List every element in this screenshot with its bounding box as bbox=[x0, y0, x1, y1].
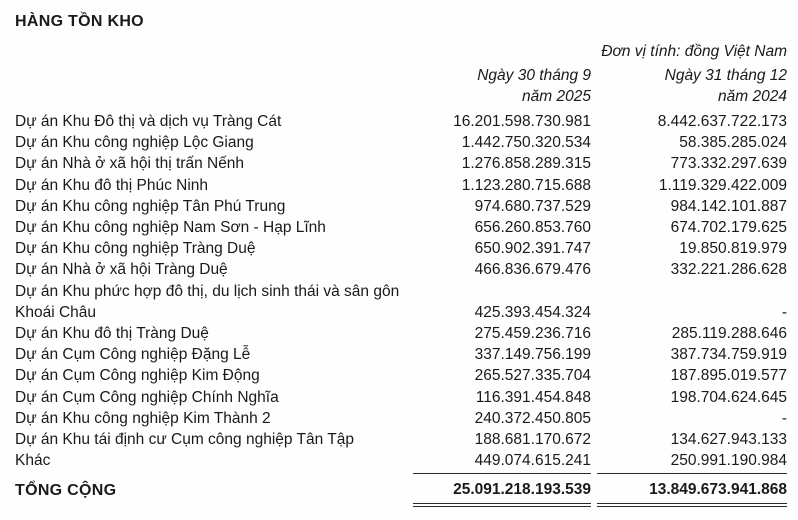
table-row bbox=[15, 344, 787, 365]
row-value-2025: 650.902.391.747 bbox=[474, 240, 591, 258]
column-header-2025-line2: năm 2025 bbox=[522, 87, 591, 105]
row-label: Dự án Nhà ở xã hội Tràng Duệ bbox=[15, 261, 228, 279]
row-label: Dự án Khu Đô thị và dịch vụ Tràng Cát bbox=[15, 113, 282, 130]
row-label: Khác bbox=[15, 452, 51, 470]
row-value-2025: 425.393.454.324 bbox=[474, 303, 591, 321]
row-label: Dự án Khu công nghiệp Nam Sơn - Hạp Lĩnh bbox=[15, 219, 326, 237]
table-row bbox=[15, 387, 787, 408]
row-value-2024: 773.332.297.639 bbox=[670, 155, 787, 173]
column-header-2025-line1: Ngày 30 tháng 9 bbox=[477, 67, 591, 84]
row-value-2025: 337.149.756.199 bbox=[474, 346, 591, 364]
total-value-2025: 25.091.218.193.539 bbox=[413, 473, 591, 507]
row-value-2025: 466.836.679.476 bbox=[474, 261, 591, 279]
row-value-2024: 198.704.624.645 bbox=[670, 388, 787, 406]
table-row bbox=[15, 111, 787, 132]
row-value-2024: 285.119.288.646 bbox=[671, 325, 787, 343]
row-value-2025: 656.260.853.760 bbox=[474, 219, 591, 237]
total-value-2024: 13.849.673.941.868 bbox=[597, 473, 787, 507]
column-headers bbox=[15, 66, 787, 107]
table-row bbox=[15, 238, 787, 259]
row-value-2024: 134.627.943.133 bbox=[670, 431, 787, 449]
table-row bbox=[15, 365, 787, 386]
row-value-2024: 19.850.819.979 bbox=[679, 240, 787, 258]
row-value-2024: 387.734.759.919 bbox=[670, 346, 787, 364]
row-label: Dự án Khu tái định cư Cụm công nghiệp Tân Tập bbox=[15, 431, 354, 449]
row-label: Dự án Khu công nghiệp Tân Phú Trung bbox=[15, 197, 286, 215]
column-header-2024 bbox=[597, 66, 787, 107]
table-row bbox=[15, 196, 787, 217]
table-row bbox=[15, 450, 787, 471]
row-value-2024: 1.119.329.422.009 bbox=[658, 176, 787, 194]
column-headers-spacer bbox=[15, 66, 407, 107]
row-label: Dự án Khu phức hợp đô thị, du lịch sinh thái và sân gôn Khoái Châu bbox=[15, 282, 400, 321]
table-row bbox=[15, 175, 787, 196]
row-label: Dự án Khu công nghiệp Kim Thành 2 bbox=[15, 409, 271, 427]
row-label: Dự án Cụm Công nghiệp Kim Động bbox=[15, 367, 260, 385]
column-header-2024-line1: Ngày 31 tháng 12 bbox=[664, 67, 787, 84]
row-value-2025: 1.123.280.715.688 bbox=[461, 176, 591, 194]
column-header-2025 bbox=[413, 66, 591, 107]
row-label: Dự án Cụm Công nghiệp Chính Nghĩa bbox=[15, 388, 279, 406]
row-value-2025: 449.074.615.241 bbox=[474, 452, 591, 470]
row-value-2025: 275.459.236.716 bbox=[474, 325, 591, 343]
table-row bbox=[15, 132, 787, 153]
table-body bbox=[15, 111, 787, 471]
row-value-2025: 240.372.450.805 bbox=[474, 409, 591, 427]
table-row bbox=[15, 153, 787, 174]
row-value-2024: 250.991.190.984 bbox=[670, 452, 787, 470]
row-value-2024: 8.442.637.722.173 bbox=[657, 113, 787, 130]
row-value-2025: 16.201.598.730.981 bbox=[453, 113, 591, 130]
row-value-2025: 974.680.737.529 bbox=[474, 197, 591, 215]
row-value-2024: 332.221.286.628 bbox=[670, 261, 787, 279]
table-row bbox=[15, 217, 787, 238]
table-row bbox=[15, 429, 787, 450]
row-value-2024: 984.142.101.887 bbox=[670, 197, 787, 215]
row-label: Dự án Khu công nghiệp Lộc Giang bbox=[15, 134, 254, 152]
row-value-2025: 188.681.170.672 bbox=[474, 431, 591, 449]
total-label: TỔNG CỘNG bbox=[15, 482, 117, 500]
table-row bbox=[15, 323, 787, 344]
row-label: Dự án Khu đô thị Phúc Ninh bbox=[15, 176, 209, 194]
row-value-2025: 116.391.454.848 bbox=[475, 388, 591, 406]
row-label: Dự án Khu công nghiệp Tràng Duệ bbox=[15, 240, 256, 258]
page-title: HÀNG TỒN KHO bbox=[15, 13, 144, 30]
row-label: Dự án Cụm Công nghiệp Đặng Lễ bbox=[15, 346, 251, 364]
column-header-2024-line2: năm 2024 bbox=[718, 87, 787, 105]
row-label: Dự án Khu đô thị Tràng Duệ bbox=[15, 325, 209, 343]
table-row bbox=[15, 281, 787, 323]
unit-note: Đơn vị tính: đồng Việt Nam bbox=[601, 43, 787, 60]
row-value-2024: 58.385.285.024 bbox=[679, 134, 787, 152]
total-row bbox=[15, 473, 787, 507]
row-value-2024: - bbox=[781, 409, 787, 427]
row-value-2024: 187.895.019.577 bbox=[670, 367, 787, 385]
row-value-2025: 1.276.858.289.315 bbox=[461, 155, 591, 173]
table-row bbox=[15, 408, 787, 429]
row-value-2024: 674.702.179.625 bbox=[670, 219, 787, 237]
row-value-2025: 1.442.750.320.534 bbox=[461, 134, 591, 152]
row-value-2025: 265.527.335.704 bbox=[474, 367, 591, 385]
row-label: Dự án Nhà ở xã hội thị trấn Nếnh bbox=[15, 155, 245, 173]
row-value-2024: - bbox=[781, 303, 787, 321]
table-row bbox=[15, 259, 787, 280]
